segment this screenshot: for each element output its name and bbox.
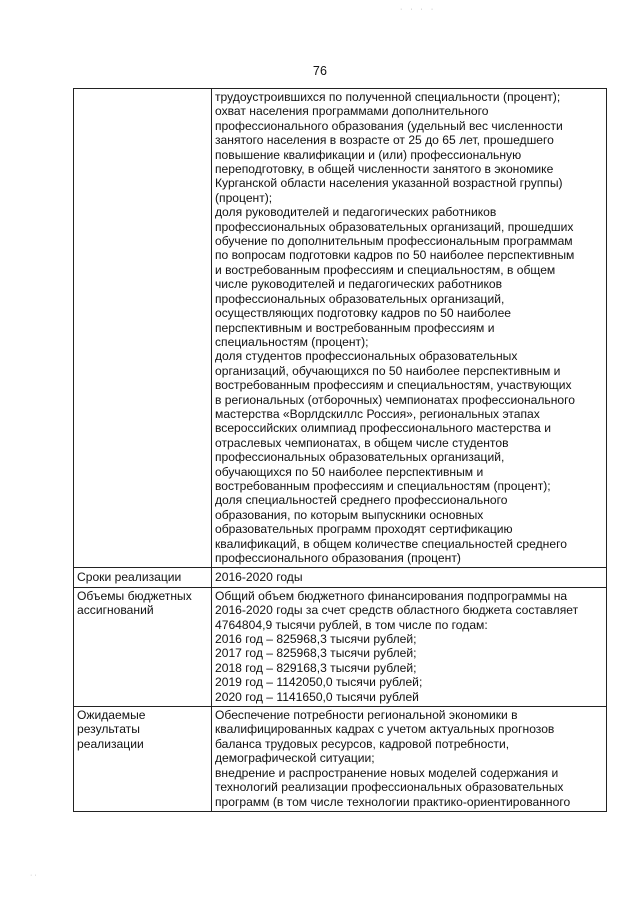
text-line: профессионального образования (процент) [215, 551, 461, 565]
text-line: программ (в том числе технологии практико-ориентированного [215, 794, 571, 809]
text-line: мастерства «Ворлдскиллс Россия», региональных этапах [215, 406, 540, 421]
program-passport-table [73, 88, 607, 812]
text-line: и востребованным профессиям и специальностям, в общем [215, 262, 556, 277]
text-line: профессионального образования (удельный вес численности [215, 118, 563, 133]
text-line: доля руководителей и педагогических работников [215, 205, 497, 220]
text-line: образования, по которым выпускники основных [215, 507, 484, 522]
text-line: технологий реализации профессиональных образовательных [215, 780, 564, 795]
scan-artifact: · · · · [400, 6, 437, 13]
text-line: 2018 год – 829168,3 тысячи рублей; [215, 660, 417, 675]
expected-results-row [74, 707, 607, 812]
text-line: осуществляющих подготовку кадров по 50 наиболее [215, 306, 512, 321]
text-line: 2016-2020 годы за счет средств областного бюджета составляет [215, 603, 579, 618]
text-line: 2020 год – 1141650,0 тысячи рублей [215, 689, 419, 704]
text-line: 2016-2020 годы [215, 570, 303, 585]
text-line: демографической ситуации; [215, 751, 375, 766]
text-line: квалифицированных кадрах с учетом актуальных прогнозов [215, 722, 555, 737]
text-line: 4764804,9 тысячи рублей, в том числе по годам: [215, 617, 488, 632]
text-line: доля специальностей среднего профессионального [215, 493, 508, 508]
text-line: специальностям (процент); [215, 334, 369, 349]
text-line: переподготовку, в общей численности занятого в экономике [215, 162, 554, 177]
text-line: профессиональных образовательных организаций, [215, 291, 505, 306]
text-line: профессиональных образовательных организаций, прошедших [215, 219, 574, 234]
text-line: Общий объем бюджетного финансирования подпрограммы на [215, 588, 568, 603]
text-line: (процент); [215, 190, 273, 205]
text-line: числе руководителей и педагогических работников [215, 277, 503, 292]
text-line: занятого населения в возрасте от 25 до 65 лет, прошедшего [215, 133, 554, 148]
text-line: всероссийских олимпиад профессионального мастерства и [215, 421, 551, 436]
text-line: Обеспечение потребности региональной экономики в [215, 708, 518, 723]
text-line: востребованным профессиям и специальностям, участвующих [215, 378, 572, 393]
row-label: Ожидаемые результаты реализации [74, 707, 212, 812]
text-line: по вопросам подготовки кадров по 50 наиболее перспективным [215, 248, 575, 263]
text-line: Курганской области населения указанной возрастной группы) [215, 176, 563, 191]
text-line: баланса трудовых ресурсов, кадровой потребности, [215, 736, 510, 751]
text-line: охват населения программами дополнительного [215, 104, 489, 119]
text-line: внедрение и распространение новых моделей содержания и [215, 765, 559, 780]
budget-row [74, 587, 607, 706]
text-line: доля студентов профессиональных образовательных [215, 349, 518, 364]
scan-artifact-bottom: · · [30, 872, 37, 879]
page-number: 76 [312, 64, 328, 78]
row-content [212, 587, 607, 706]
text-line: 2016 год – 825968,3 тысячи рублей; [215, 632, 417, 647]
row-label [74, 89, 212, 568]
text-line: организаций, обучающихся по 50 наиболее перспективным и [215, 363, 561, 378]
text-line: квалификаций, в общем количестве специальностей среднего [215, 536, 567, 551]
row-label: Сроки реализации [74, 568, 212, 587]
text-line: обучение по дополнительным профессиональным программам [215, 234, 573, 249]
text-line: отраслевых чемпионатах, в общем числе студентов [215, 435, 509, 450]
text-line: трудоустроившихся по полученной специальности (процент); [215, 90, 561, 104]
text-line: обучающихся по 50 наиболее перспективным и [215, 464, 484, 479]
text-line: востребованным профессиям и специальностям (процент); [215, 478, 551, 493]
text-line: профессиональных образовательных организаций, [215, 450, 505, 465]
row-content [212, 568, 607, 587]
indicators-row [74, 89, 607, 568]
text-line: 2017 год – 825968,3 тысячи рублей; [215, 646, 417, 661]
row-content [212, 707, 607, 812]
text-line: перспективным и востребованным профессиям и [215, 320, 495, 335]
text-line: образовательных программ проходят сертификацию [215, 522, 513, 537]
text-line: повышение квалификации и (или) профессиональную [215, 147, 522, 162]
text-line: 2019 год – 1142050,0 тысячи рублей; [215, 675, 423, 690]
text-line: в региональных (отборочных) чемпионатах профессионального [215, 392, 575, 407]
period-row [74, 568, 607, 587]
row-label: Объемы бюджетных ассигнований [74, 587, 212, 706]
row-content [212, 89, 607, 568]
